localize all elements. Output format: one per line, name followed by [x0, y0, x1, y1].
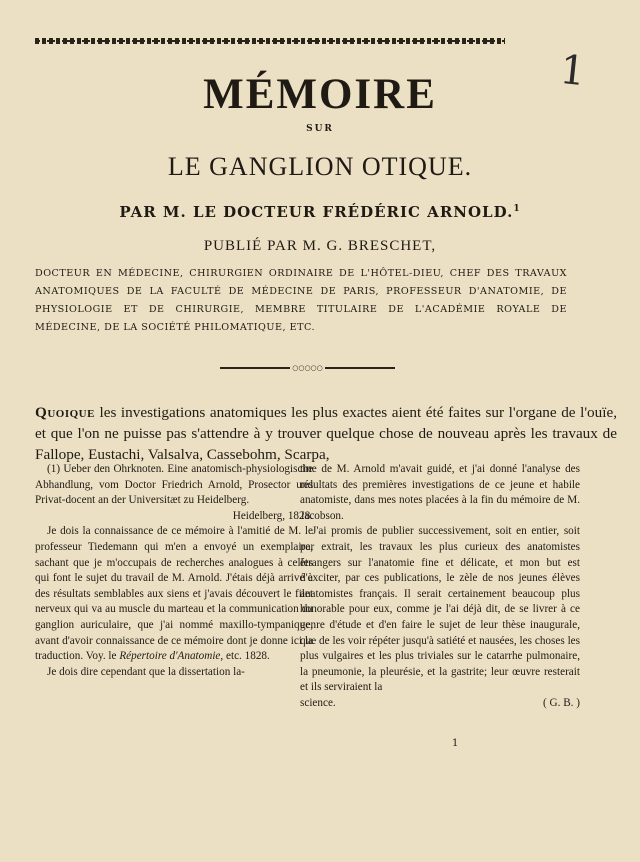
footnote-continuation: tine de M. Arnold m'avait guidé, et j'ai donné l'analyse des résultats des premières investigations de ce jeune et habile anatomiste, dans mes notes placées à la fin du mémoire de M. Jacobson.: [300, 463, 580, 522]
footnote-citation: (1) Ueber den Ohrknoten. Eine anatomisch-physiologische Abhandlung, vom Doctor Friedrich Arnold, Prosector und Privat-docent an der Universitæt zu Heidelberg.: [35, 463, 313, 507]
page-number: 1: [452, 738, 459, 749]
footnote-signature-row: [300, 696, 580, 712]
footnote-journal-title: Répertoire d'Anatomie: [119, 650, 221, 663]
document-title: MÉMOIRE: [203, 71, 437, 118]
handwritten-page-mark: 1: [557, 46, 588, 96]
footnote-column-right: [300, 462, 580, 712]
publisher-credentials: DOCTEUR EN MÉDECINE, CHIRURGIEN ORDINAIRE DE L'HÔTEL-DIEU, CHEF DES TRAVAUX ANATOMIQUES DE LA FACULTÉ DE MÉDECINE DE PARIS, PROFESSEUR D'ANATOMIE, DE PHYSIOLOGIE ET DE CHIRURGIE, MEMBRE TITULAIRE DE L'ACADÉMIE ROYALE DE MÉDECINE, DE LA SOCIÉTÉ PHILOMATIQUE, ETC.: [35, 268, 567, 333]
footnote-paragraph-end: , etc. 1828.: [220, 650, 270, 663]
footnote-signature: ( G. B. ): [543, 696, 580, 709]
document-subtitle: LE GANGLION OTIQUE.: [167, 152, 473, 181]
top-ornament-rule: [35, 38, 505, 44]
title-connector: SUR: [306, 124, 334, 134]
intro-first-word: Quoique: [35, 404, 95, 421]
footnote-marker: 1: [513, 204, 521, 214]
divider-beads: ○○○○○: [292, 364, 323, 372]
section-divider: [220, 365, 395, 371]
footnote-paragraph-2: J'ai promis de publier successivement, soit en entier, soit par extrait, les travaux les plus curieux des anatomistes étrangers sur l'anatomie fine et délicate, et mon but est d'exciter, par ces publications, le zèle de nos jeunes élèves anatomistes français. Il serait certainement beaucoup plus honorable pour eux, comme je l'ai déjà dit, de se livrer à ce genre d'étude et d'en faire le sujet de leur thèse inaugurale, que de les voir répéter jusqu'à satiété et nausées, les choses les plus vulgaires et les plus triviales sur le catarrhe pulmonaire, la pneumonie, la pleurésie, et la gastrite; leur œuvre resterait et ils serviraient la: [300, 525, 580, 694]
footnote-last-word: science.: [300, 696, 336, 709]
divider-bar-right: [325, 367, 395, 369]
footnote-paragraph-continued: Je dois dire cependant que la dissertation la-: [47, 665, 245, 678]
publisher-line: PUBLIÉ PAR M. G. BRESCHET,: [203, 238, 437, 254]
footnote-paragraph: [35, 524, 313, 664]
intro-text: les investigations anatomiques les plus exactes aient été faites sur l'organe de l'ouïe, et que l'on ne puisse pas s'attendre à y trouver quelque chose de nouveau après les travaux de Fallope, Eustachi, Valsalva, Cassebohm, Scarpa,: [35, 404, 617, 463]
footnote-citation-place: Heidelberg, 1828.: [232, 509, 313, 522]
footnote-column-left: [35, 462, 313, 680]
divider-bar-left: [220, 367, 290, 369]
author-line: [0, 203, 640, 221]
intro-paragraph: [35, 402, 617, 465]
author-name: PAR M. LE DOCTEUR FRÉDÉRIC ARNOLD.: [119, 203, 514, 221]
footnote-paragraph-text: Je dois la connaissance de ce mémoire à l'amitié de M. le professeur Tiedemann qui m'en a envoyé un exemplaire, sachant que je m'occupais de recherches analogues à celles qui font le sujet du travail de M. Arnold. J'étais déjà arrivé à des résultats semblables aux siens et j'avais découvert le filet nerveux qui va au muscle du marteau et la communication du ganglion auriculaire, que j'ai nommé maxillo-tympanique, avant d'avoir connaissance de ce mémoire dont je donne ici la traduction. Voy. le: [35, 525, 313, 663]
